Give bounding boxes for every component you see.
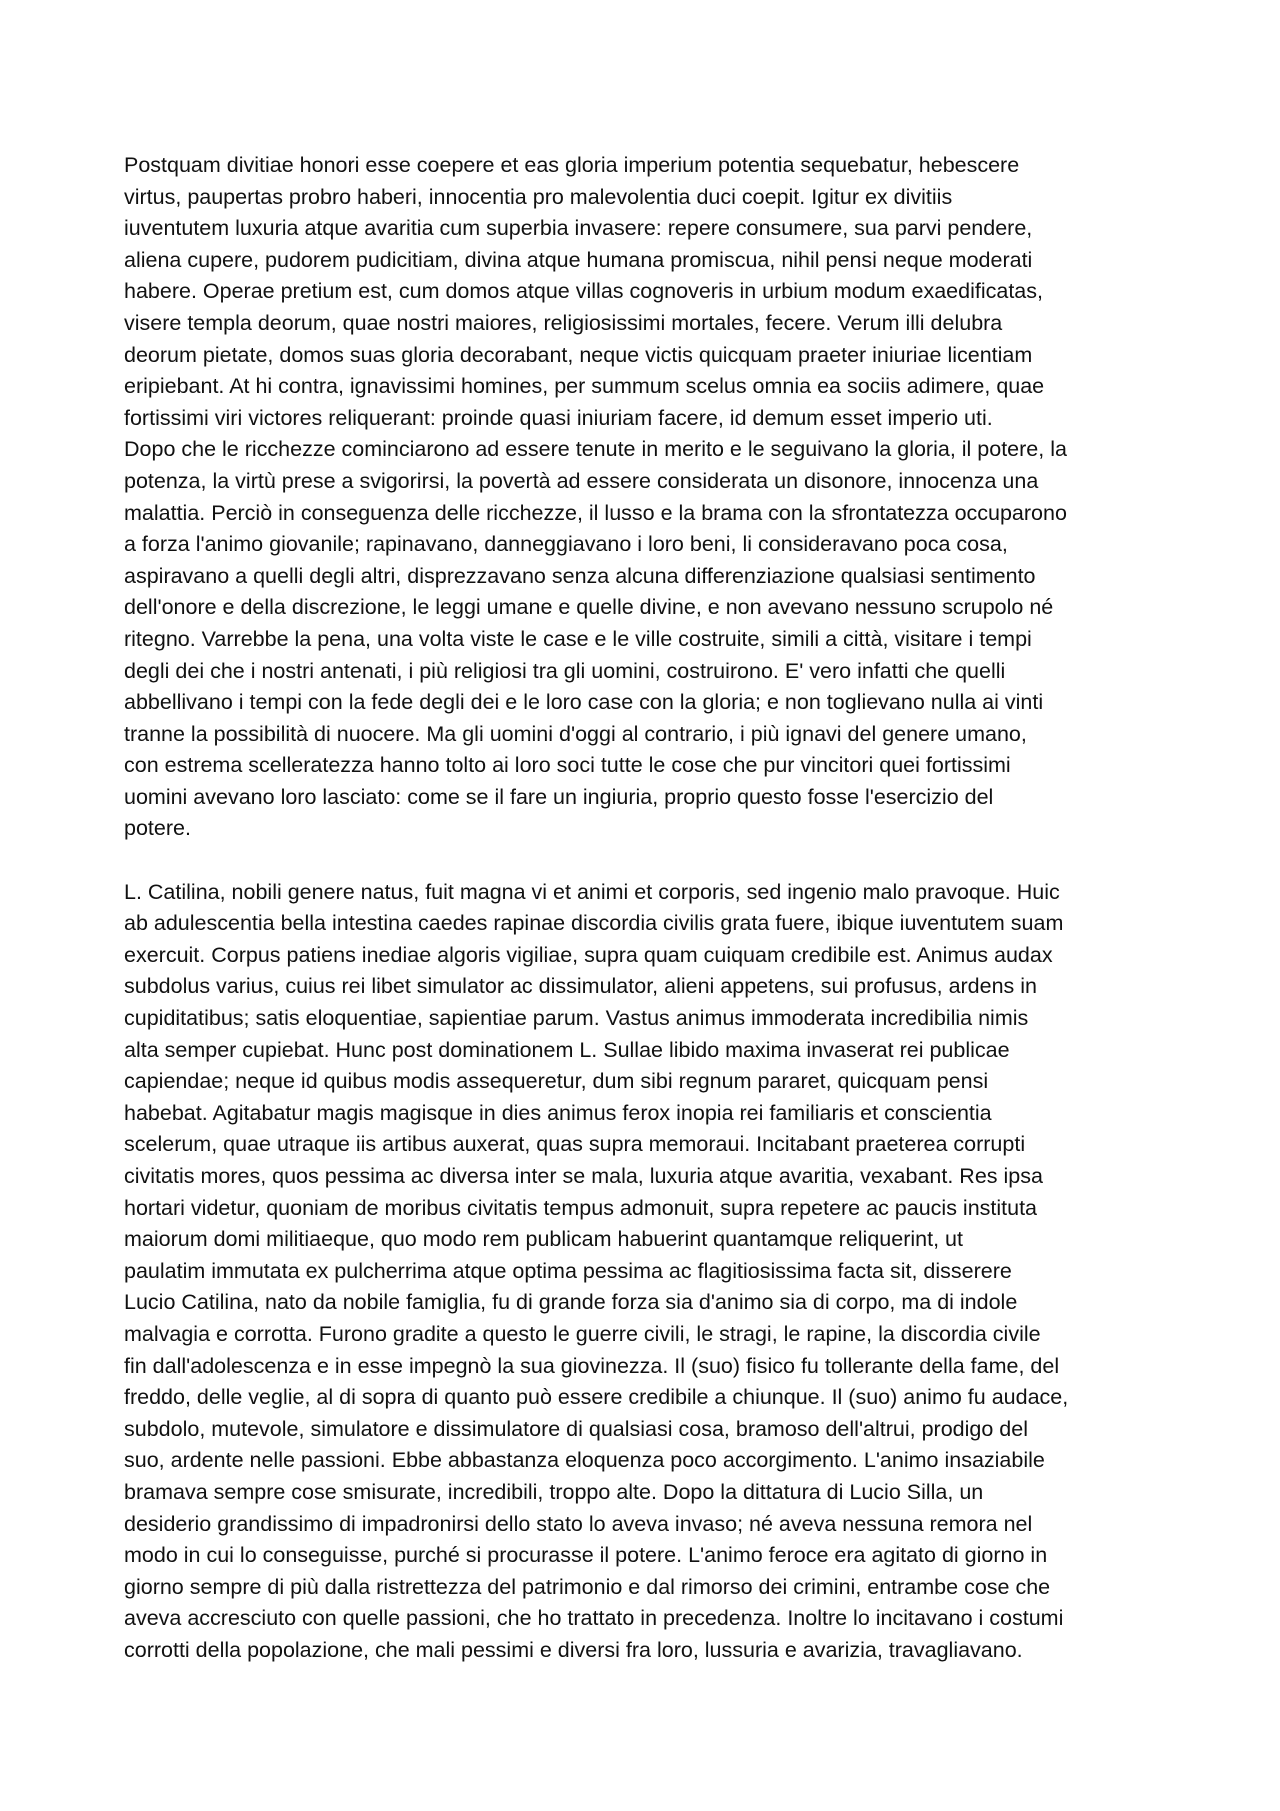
paragraph-sallust-ch12 — [124, 150, 1164, 845]
text-line: suo, ardente nelle passioni. Ebbe abbastanza eloquenza poco accorgimento. L'animo insaziabile — [124, 1448, 1045, 1473]
text-line: aspiravano a quelli degli altri, disprezzavano senza alcuna differenziazione qualsiasi sentimento — [124, 563, 1036, 588]
text-line: deorum pietate, domos suas gloria decorabant, neque victis quicquam praeter iniuriae licentiam — [124, 342, 1033, 367]
text-line: a forza l'animo giovanile; rapinavano, danneggiavano i loro beni, li consideravano poca cosa, — [124, 532, 1008, 557]
text-line: maiorum domi militiaeque, quo modo rem publicam habuerint quantamque reliquerint, ut — [124, 1227, 963, 1252]
text-line: malvagia e corrotta. Furono gradite a questo le guerre civili, le stragi, le rapine, la discordia civile — [124, 1321, 1041, 1346]
text-line: exercuit. Corpus patiens inediae algoris vigiliae, supra quam cuiquam credibile est. Animus audax — [124, 942, 1053, 967]
text-line: fortissimi viri victores reliquerant: proinde quasi iniuriam facere, id demum esset imperio uti. — [124, 405, 993, 430]
text-line: giorno sempre di più dalla ristrettezza del patrimonio e dal rimorso dei crimini, entrambe cose che — [124, 1574, 1051, 1599]
text-line: Lucio Catilina, nato da nobile famiglia, fu di grande forza sia d'animo sia di corpo, ma di indole — [124, 1290, 1018, 1315]
text-line: tranne la possibilità di nuocere. Ma gli uomini d'oggi al contrario, i più ignavi del genere umano, — [124, 721, 1027, 746]
text-line: subdolus varius, cuius rei libet simulator ac dissimulator, alieni appetens, sui profusus, ardens in — [124, 974, 1038, 999]
text-line: dell'onore e della discrezione, le leggi umane e quelle divine, e non avevano nessuno scrupolo né — [124, 595, 1054, 620]
text-line: ab adulescentia bella intestina caedes rapinae discordia civilis grata fuere, ibique iuventutem suam — [124, 911, 1064, 936]
text-line: scelerum, quae utraque iis artibus auxerat, quas supra memoraui. Incitabant praeterea corrupti — [124, 1132, 1026, 1157]
text-line: eripiebant. At hi contra, ignavissimi homines, per summum scelus omnia ea sociis adimere, quae — [124, 374, 1045, 399]
text-line: desiderio grandissimo di impadronirsi dello stato lo aveva invaso; né aveva nessuna remora nel — [124, 1511, 1033, 1536]
text-line: ritegno. Varrebbe la pena, una volta viste le case e le ville costruite, simili a città, visitare i tempi — [124, 626, 1032, 651]
text-line: visere templa deorum, quae nostri maiores, religiosissimi mortales, fecere. Verum illi delubra — [124, 310, 1003, 335]
text-line: cupiditatibus; satis eloquentiae, sapientiae parum. Vastus animus immoderata incredibilia nimis — [124, 1006, 1029, 1031]
text-line: Postquam divitiae honori esse coepere et eas gloria imperium potentia sequebatur, hebescere — [124, 153, 1020, 177]
text-line: capiendae; neque id quibus modis assequeretur, dum sibi regnum pararet, quicquam pensi — [124, 1069, 989, 1094]
text-line: civitatis mores, quos pessima ac diversa inter se mala, luxuria atque avaritia, vexabant. Res ipsa — [124, 1164, 1043, 1188]
text-line: subdolo, mutevole, simulatore e dissimulatore di qualsiasi cosa, bramoso dell'altrui, prodigo del — [124, 1416, 1028, 1441]
text-line: L. Catilina, nobili genere natus, fuit magna vi et animi et corporis, sed ingenio malo pravoque. Huic — [124, 879, 1060, 904]
text-line: paulatim immutata ex pulcherrima atque optima pessima ac flagitiosissima facta sit, disserere — [124, 1258, 1012, 1283]
text-line: bramava sempre cose smisurate, incredibili, troppo alte. Dopo la dittatura di Lucio Silla, un — [124, 1479, 984, 1504]
text-line: iuventutem luxuria atque avaritia cum superbia invasere: repere consumere, sua parvi pendere, — [124, 216, 1033, 241]
text-line: habere. Operae pretium est, cum domos atque villas cognoveris in urbium modum exaedificatas, — [124, 279, 1043, 304]
text-line: freddo, delle veglie, al di sopra di quanto può essere credibile a chiunque. Il (suo) animo fu audace, — [124, 1385, 1069, 1410]
text-line: potenza, la virtù prese a svigorirsi, la povertà ad essere considerata un disonore, innocenza una — [124, 468, 1039, 493]
text-line: aliena cupere, pudorem pudicitiam, divina atque humana promiscua, nihil pensi neque moderati — [124, 247, 1033, 272]
text-line: hortari videtur, quoniam de moribus civitatis tempus admonuit, supra repetere ac paucis instituta — [124, 1195, 1038, 1220]
paragraph-sallust-ch5 — [124, 877, 1164, 1667]
text-line: virtus, paupertas probro haberi, innocentia pro malevolentia duci coepit. Igitur ex divitiis — [124, 184, 953, 209]
text-line: modo in cui lo conseguisse, purché si procurasse il potere. L'animo feroce era agitato di giorno in — [124, 1543, 1048, 1568]
paragraph-spacer — [124, 845, 1164, 877]
text-line: fin dall'adolescenza e in esse impegnò la sua giovinezza. Il (suo) fisico fu tollerante della fame, del — [124, 1353, 1060, 1378]
text-line: habebat. Agitabatur magis magisque in dies animus ferox inopia rei familiaris et conscientia — [124, 1100, 992, 1125]
text-line: aveva accresciuto con quelle passioni, che ho trattato in precedenza. Inoltre lo incitavano i costumi — [124, 1606, 1064, 1631]
text-line: corrotti della popolazione, che mali pessimi e diversi fra loro, lussuria e avarizia, travagliavano. — [124, 1637, 1023, 1662]
text-line: abbellivano i tempi con la fede degli dei e le loro case con la gloria; e non toglievano nulla ai vinti — [124, 690, 1044, 715]
text-line: potere. — [124, 816, 191, 841]
text-line: con estrema scelleratezza hanno tolto ai loro soci tutte le cose che pur vincitori quei fortissimi — [124, 753, 1011, 778]
text-line: uomini avevano loro lasciato: come se il fare un ingiuria, proprio questo fosse l'esercizio del — [124, 784, 994, 809]
document-body — [124, 150, 1164, 1667]
text-line: alta semper cupiebat. Hunc post dominationem L. Sullae libido maxima invaserat rei publicae — [124, 1037, 1010, 1062]
text-line: malattia. Perciò in conseguenza delle ricchezze, il lusso e la brama con la sfrontatezza occuparono — [124, 500, 1067, 525]
text-line: Dopo che le ricchezze cominciarono ad essere tenute in merito e le seguivano la gloria, il potere, la — [124, 437, 1067, 462]
text-line: degli dei che i nostri antenati, i più religiosi tra gli uomini, costruirono. E' vero infatti che quelli — [124, 658, 1006, 683]
